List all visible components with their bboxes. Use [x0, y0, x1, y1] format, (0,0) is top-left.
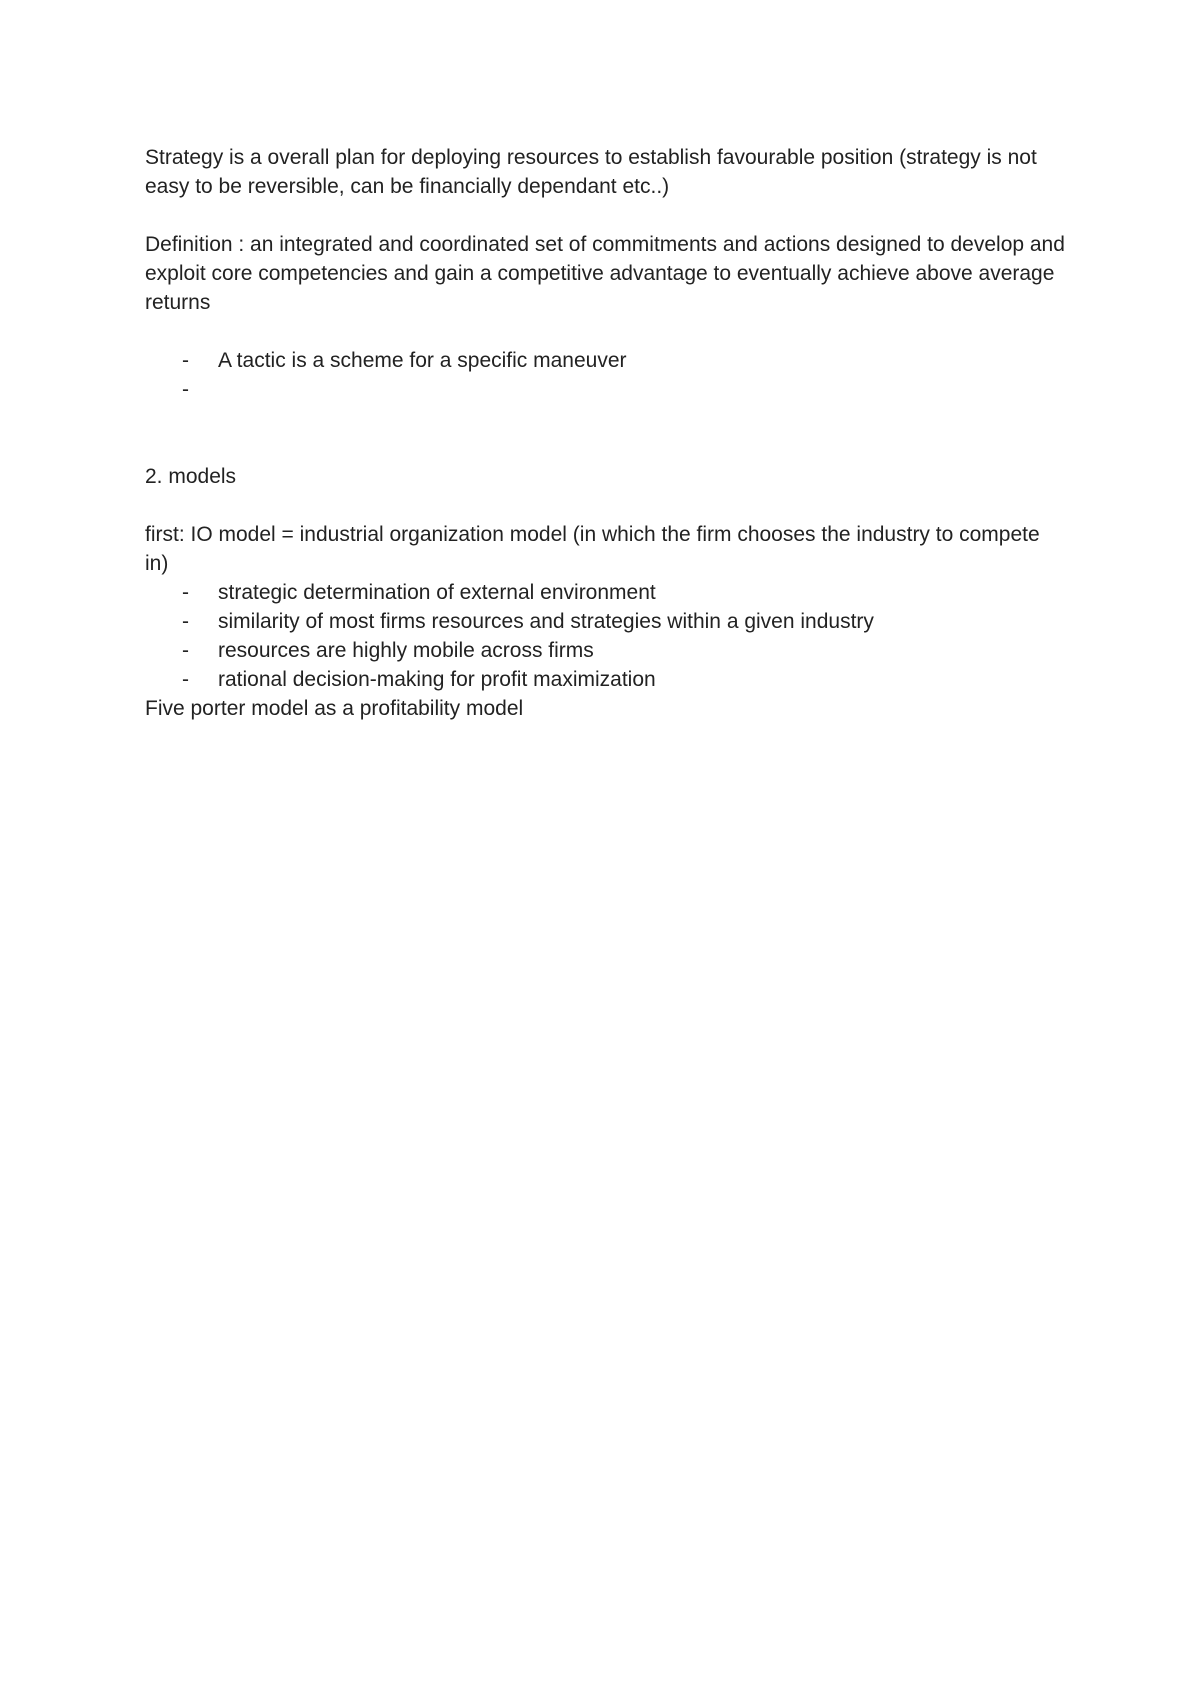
list-item — [145, 375, 1065, 404]
dash-bullet: - — [182, 610, 189, 633]
list-item-text: similarity of most firms resources and strategies within a given industry — [218, 610, 874, 633]
io-model-list — [145, 578, 1065, 694]
list-item — [145, 607, 1065, 636]
spacer — [145, 201, 1065, 230]
spacer — [145, 404, 1065, 462]
spacer — [145, 491, 1065, 520]
dash-bullet: - — [182, 639, 189, 662]
definition-paragraph: Definition : an integrated and coordinated set of commitments and actions designed to develop and exploit core competencies and gain a competitive advantage to eventually achieve above average returns — [145, 233, 1065, 314]
dash-bullet: - — [182, 581, 189, 604]
list-item-text: strategic determination of external environment — [218, 581, 656, 604]
list-item-text: A tactic is a scheme for a specific maneuver — [218, 349, 627, 372]
list-item — [145, 346, 1065, 375]
dash-bullet: - — [182, 349, 189, 372]
list-item-text: resources are highly mobile across firms — [218, 639, 594, 662]
intro-paragraph: Strategy is a overall plan for deploying resources to establish favourable position (strategy is not easy to be reversible, can be financially dependant etc..) — [145, 146, 1037, 198]
spacer — [145, 317, 1065, 346]
document-body — [145, 143, 1065, 723]
section-heading: 2. models — [145, 465, 237, 488]
porter-paragraph: Five porter model as a profitability model — [145, 697, 524, 720]
list-item — [145, 665, 1065, 694]
list-item — [145, 636, 1065, 665]
tactic-list — [145, 346, 1065, 404]
dash-bullet: - — [182, 378, 189, 401]
list-item — [145, 578, 1065, 607]
io-model-paragraph: first: IO model = industrial organization model (in which the firm chooses the industry to compete in) — [145, 523, 1040, 575]
dash-bullet: - — [182, 668, 189, 691]
list-item-text: rational decision-making for profit maximization — [218, 668, 656, 691]
